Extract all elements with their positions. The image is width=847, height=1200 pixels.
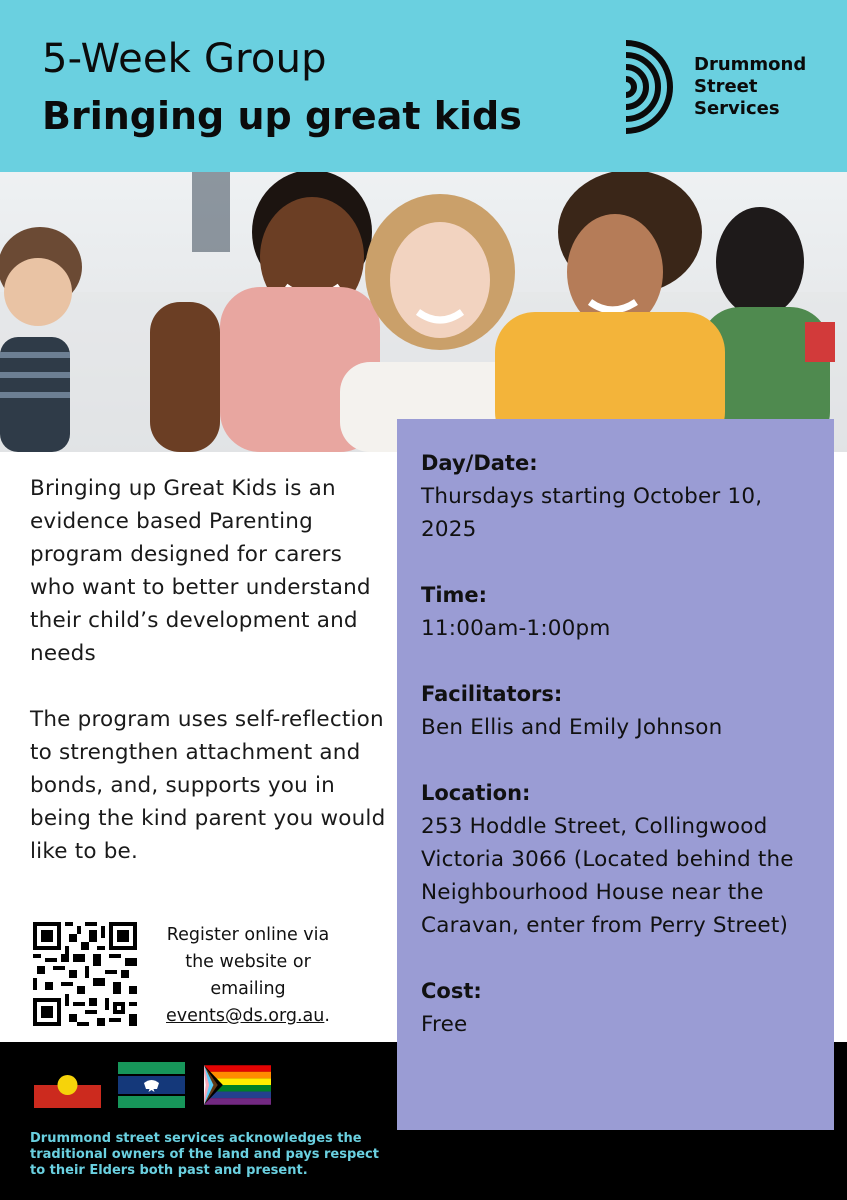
email-suffix: . — [324, 1006, 330, 1026]
program-subtitle: 5-Week Group — [42, 36, 327, 82]
logo-text-line3: Services — [694, 98, 780, 119]
day-date-label: Day/Date: — [421, 451, 538, 475]
time-value: 11:00am-1:00pm — [421, 616, 611, 641]
location-value: 253 Hoddle Street, Collingwood Victoria 3066 (Located behind the Neighbourhood House near the Caravan, enter from Perry Street) — [421, 814, 794, 938]
qr-code[interactable] — [33, 922, 137, 1026]
cost-value: Free — [421, 1012, 468, 1037]
header-banner — [0, 0, 847, 172]
details-panel — [397, 419, 834, 1130]
facilitators-label: Facilitators: — [421, 682, 563, 706]
program-description — [30, 472, 390, 901]
time-label: Time: — [421, 583, 488, 607]
logo-text-line2: Street — [694, 76, 758, 97]
logo-text-line1: Drummond — [694, 54, 807, 75]
cost-label: Cost: — [421, 979, 482, 1003]
facilitators-value: Ben Ellis and Emily Johnson — [421, 715, 723, 740]
drummond-arcs-logo-icon — [622, 37, 686, 137]
description-paragraph-1: Bringing up Great Kids is an evidence based Parenting program designed for carers who want to better understand their child’s development and needs — [30, 476, 371, 666]
register-line-1: Register online via — [166, 925, 330, 945]
location-label: Location: — [421, 781, 531, 805]
description-paragraph-2: The program uses self-reflection to strengthen attachment and bonds, and, supports you in being the kind parent you would like to be. — [30, 707, 386, 864]
children-photo — [0, 172, 847, 452]
day-date-value: Thursdays starting October 10, 2025 — [421, 484, 763, 542]
acknowledgement-of-country: Drummond street services acknowledges the traditional owners of the land and pays respect to their Elders both past and present. — [30, 1131, 379, 1178]
register-line-2: the website or — [185, 952, 311, 972]
drummond-street-logo — [622, 37, 822, 137]
progress-pride-flag-icon — [204, 1062, 271, 1108]
aboriginal-flag-icon — [34, 1062, 101, 1108]
program-title: Bringing up great kids — [42, 94, 522, 138]
torres-strait-islander-flag-icon — [118, 1062, 185, 1108]
register-info — [148, 922, 348, 1030]
register-line-3: emailing — [210, 979, 286, 999]
email-link[interactable]: events@ds.org.au — [166, 1006, 325, 1026]
